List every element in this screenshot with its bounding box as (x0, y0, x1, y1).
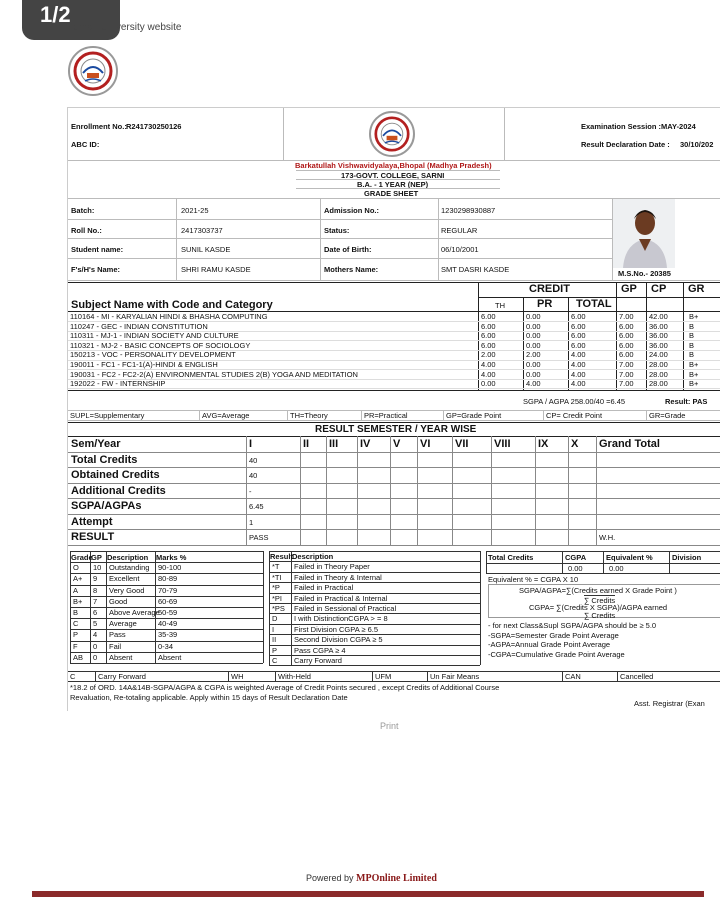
subject-gp: 6.00 (619, 321, 634, 331)
grade-legend-cell: 60-69 (158, 596, 178, 606)
result-legend-table (269, 551, 480, 666)
grade-legend-cell: 0-34 (158, 641, 174, 651)
subject-gr: B+ (689, 360, 699, 369)
university-website-link[interactable]: University website (100, 22, 182, 33)
mponline-logo: MPOnline Limited (356, 873, 437, 884)
subject-gr: B (689, 331, 695, 341)
grade-legend-header: Grade (71, 553, 93, 562)
grade-legend-cell: 35-39 (158, 630, 178, 640)
grade-legend-cell: 5 (93, 619, 98, 629)
exam-session-value: MAY-2024 (661, 122, 696, 131)
subject-total: 6.00 (571, 340, 586, 350)
subject-total: 4.00 (571, 369, 586, 379)
result-legend-cell: First Division CGPA ≥ 6.5 (294, 624, 378, 634)
subject-th: 4.00 (481, 360, 496, 369)
subject-pr: 0.00 (526, 360, 541, 369)
grade-legend-cell: Excellent (109, 574, 140, 584)
result-text: Result: PAS (665, 397, 708, 406)
semwise-value-i: 40 (249, 471, 258, 480)
grade-legend-header: GP (91, 553, 102, 562)
subject-th: 6.00 (481, 321, 496, 331)
grade-legend-cell: Average (109, 619, 137, 629)
grade-legend-cell: 4 (93, 630, 98, 640)
equiv-formula: Equivalent % = CGPA X 10 (488, 575, 579, 584)
powered-by-label: Powered by (306, 873, 354, 883)
subject-cp: 28.00 (649, 360, 668, 369)
subject-gr: B+ (689, 379, 699, 389)
code-item: C (70, 672, 76, 681)
summary-equiv-header: Equivalent % (606, 553, 653, 562)
father-value: SHRI RAMU KASDE (181, 265, 251, 274)
semwise-col-header: II (303, 438, 310, 450)
grade-legend-cell: 80-89 (158, 574, 178, 584)
subject-gr: B (689, 321, 695, 331)
semwise-row-label: Obtained Credits (71, 469, 160, 481)
powered-by (306, 873, 437, 884)
subject-name: 190011 - FC1 - FC1-1(A)-HINDI & ENGLISH (70, 360, 218, 369)
sgpa-formula-top: SGPA/AGPA=∑(Credits earned X Grade Point ) (519, 586, 677, 595)
subject-name: 150213 - VOC - PERSONALITY DEVELOPMENT (70, 350, 236, 360)
grade-legend-cell: 70-79 (158, 585, 178, 595)
result-legend-cell: Failed in Sessional of Practical (294, 604, 397, 613)
university-logo-icon (68, 46, 118, 96)
semwise-value-i: - (249, 486, 252, 496)
subject-cp: 36.00 (649, 340, 668, 350)
subject-pr: 4.00 (526, 379, 541, 389)
grade-legend-cell: Absent (158, 652, 182, 662)
grade-legend-cell: 0 (93, 652, 98, 662)
msno-value: M.S.No.- 20385 (618, 269, 671, 278)
footer-bar (32, 891, 704, 897)
subject-gp: 6.00 (619, 350, 634, 360)
result-legend-cell: Failed in Theory & Internal (294, 572, 382, 582)
code-item: Carry Forward (98, 672, 146, 681)
subject-pr: 0.00 (526, 340, 541, 350)
abc-id-label: ABC ID: (71, 140, 100, 149)
cp-header: CP (651, 283, 667, 295)
total-header: TOTAL (576, 298, 612, 310)
university-name: Barkatullah Vishwavidyalaya,Bhopal (Madhya Pradesh) (295, 161, 492, 170)
semwise-row-label: Attempt (71, 515, 113, 528)
result-decl-value: 30/10/202 (680, 140, 714, 149)
grade-legend-cell: C (73, 619, 79, 629)
result-legend-cell: *T (272, 562, 280, 572)
grade-legend-header: Marks % (156, 553, 187, 562)
link-separator: | (95, 22, 99, 33)
top-links (66, 22, 181, 33)
grade-legend-cell: B+ (73, 596, 83, 606)
subject-cp: 42.00 (649, 312, 668, 321)
semwise-value-i: 1 (249, 517, 254, 527)
abbrev-item: PR=Practical (364, 411, 408, 420)
result-legend-cell: Pass CGPA ≥ 4 (294, 645, 346, 655)
semwise-value-i: 40 (249, 455, 258, 465)
grade-legend-cell: 10 (93, 563, 102, 573)
grade-legend-cell: 40-49 (158, 619, 178, 629)
home-link[interactable]: Home (66, 22, 93, 33)
codes-row (68, 672, 720, 681)
subject-pr: 0.00 (526, 331, 541, 341)
dob-label: Date of Birth: (324, 245, 372, 254)
summary-equiv-value: 0.00 (609, 564, 624, 573)
batch-label: Batch: (71, 206, 95, 215)
semwise-value-i: PASS (249, 533, 269, 542)
abbrev-item: GR=Grade (649, 411, 686, 420)
subject-total: 4.00 (571, 350, 586, 360)
result-legend-cell: C (272, 656, 278, 665)
grade-legend-cell: A (73, 585, 79, 595)
subject-total: 4.00 (571, 360, 586, 369)
subject-name: 110247 - GEC - INDIAN CONSTITUTION (70, 321, 208, 331)
student-photo (613, 199, 675, 268)
grade-legend-cell: A+ (73, 574, 83, 584)
subject-cp: 24.00 (649, 350, 668, 360)
subject-cp: 36.00 (649, 331, 668, 341)
semwise-col-header: III (329, 438, 339, 450)
summary-note: -SGPA=Semester Grade Point Average (488, 630, 619, 640)
summary-note: -CGPA=Cumulative Grade Point Average (488, 649, 625, 659)
semwise-value-i: 6.45 (249, 502, 264, 511)
result-legend-cell: I (272, 624, 275, 634)
subject-th: 6.00 (481, 312, 496, 321)
subject-gp: 7.00 (619, 369, 634, 379)
registrar-signature: Asst. Registrar (Exan (634, 699, 705, 708)
summary-division-header: Division (672, 553, 702, 562)
footnote-2: Revaluation, Re-totaling applicable. Apply within 15 days of Result Declaration Date (70, 693, 348, 702)
subject-gr: B+ (689, 312, 699, 321)
result-legend-cell: Failed in Theory Paper (294, 562, 370, 572)
subject-pr: 2.00 (526, 350, 541, 360)
result-legend-cell: Failed in Practical & Internal (294, 593, 388, 603)
mother-value: SMT DASRI KASDE (441, 265, 510, 274)
enrollment-label: Enrollment No.: (71, 122, 127, 131)
course-name: B.A. - 1 YEAR (NEP) (357, 180, 429, 189)
abbrev-item: AVG=Average (202, 411, 250, 420)
admission-label: Admission No.: (324, 206, 380, 215)
result-decl-label: Result Declaration Date : (581, 140, 670, 149)
page-indicator: 1/2 (22, 0, 120, 40)
code-item: WH (231, 672, 244, 681)
subject-gp: 6.00 (619, 340, 634, 350)
batch-value: 2021-25 (181, 206, 209, 215)
code-item: Un Fair Means (430, 672, 480, 681)
summary-note: -AGPA=Annual Grade Point Average (488, 640, 611, 649)
semwise-col-header: IV (360, 438, 371, 450)
th-header: TH (495, 301, 505, 310)
subject-cp: 36.00 (649, 321, 668, 331)
grade-sheet (67, 107, 720, 711)
semwise-value-x: W.H. (599, 533, 616, 542)
print-button[interactable]: Print (380, 721, 399, 731)
code-item: Cancelled (620, 672, 654, 681)
subject-th: 6.00 (481, 340, 496, 350)
grade-legend-cell: Pass (109, 630, 126, 640)
mother-label: Mothers Name: (324, 265, 379, 274)
grade-legend-cell: AB (73, 652, 84, 662)
code-item: With-Held (278, 672, 311, 681)
sgpa-text: SGPA / AGPA 258.00/40 =6.45 (523, 397, 626, 406)
subject-name: 110311 - MJ-1 - INDIAN SOCIETY AND CULTURE (70, 331, 239, 341)
cgpa-formula-top: CGPA= ∑(Credits X SGPA)/AGPA earned (529, 603, 668, 612)
subject-gp: 6.00 (619, 331, 634, 341)
result-legend-cell: *PS (272, 604, 285, 613)
semwise-col-header: Grand Total (599, 438, 660, 450)
result-legend-cell: II (272, 635, 277, 645)
abbrev-item: CP= Credit Point (546, 411, 603, 420)
subject-name: 110164 - MI - KARYALIAN HINDI & BHASHA COMPUTING (70, 312, 268, 321)
subject-th: 2.00 (481, 350, 496, 360)
abbrev-item: GP=Grade Point (446, 411, 502, 420)
subject-gr: B+ (689, 369, 699, 379)
result-legend-header: Result (270, 552, 293, 561)
grade-legend-cell: Good (109, 596, 128, 606)
subject-pr: 0.00 (526, 369, 541, 379)
semwise-col-header: IX (538, 438, 549, 450)
code-item: CAN (565, 672, 581, 681)
college-name: 173-GOVT. COLLEGE, SARNI (341, 171, 445, 180)
pr-header: PR (537, 298, 553, 310)
result-legend-header: Description (292, 552, 334, 561)
abbreviation-row (68, 411, 720, 420)
gp-header: GP (621, 283, 637, 295)
credit-header: CREDIT (529, 283, 570, 295)
status-label: Status: (324, 226, 350, 235)
subject-pr: 0.00 (526, 312, 541, 321)
semwise-col-header: VII (455, 438, 469, 450)
semwise-row-label: SGPA/AGPAs (71, 500, 142, 512)
formula-box (488, 584, 720, 618)
summary-total-credits-header: Total Credits (488, 553, 534, 562)
sgpa-formula-bottom: ∑ Credits (584, 596, 616, 605)
result-legend-cell: D (272, 614, 278, 624)
result-legend-cell: *P (272, 583, 280, 593)
result-legend-cell: I with DistinctionCGPA > = 8 (294, 614, 388, 624)
exam-session-label: Examination Session : (581, 122, 662, 131)
semwise-col-header: I (249, 438, 253, 450)
subject-total: 6.00 (571, 312, 586, 321)
admission-value: 1230298930887 (441, 206, 496, 215)
abbrev-item: TH=Theory (290, 411, 328, 420)
subject-gp: 7.00 (619, 360, 634, 369)
subject-gp: 7.00 (619, 379, 634, 389)
grade-legend-cell: O (73, 563, 79, 573)
grade-legend-cell: B (73, 608, 79, 617)
subject-cp: 28.00 (649, 379, 668, 389)
subject-th: 4.00 (481, 369, 496, 379)
subject-gr: B (689, 350, 695, 360)
grade-legend-cell: 0 (93, 641, 98, 651)
subject-gr: B (689, 340, 695, 350)
summary-note: - for next Class&Supl SGPA/AGPA should be ≥ 5.0 (488, 621, 657, 630)
subject-th: 6.00 (481, 331, 496, 341)
subject-pr: 0.00 (526, 321, 541, 331)
semwise-title: RESULT SEMESTER / YEAR WISE (315, 424, 477, 435)
cgpa-formula-bottom: ∑ Credits (584, 611, 616, 620)
grade-legend-cell: 8 (93, 585, 98, 595)
summary-block (486, 551, 720, 666)
status-value: REGULAR (441, 226, 478, 235)
grade-legend-cell: Absent (109, 652, 133, 662)
grade-legend-cell: Very Good (109, 585, 145, 595)
summary-cgpa-value: 0.00 (568, 564, 583, 573)
subject-gp: 7.00 (619, 312, 634, 321)
grade-legend-table (70, 551, 263, 666)
code-item: UFM (375, 672, 392, 681)
result-legend-cell: Carry Forward (294, 656, 342, 665)
semwise-col-header: Sem/Year (71, 438, 121, 450)
subject-th: 0.00 (481, 379, 496, 389)
result-legend-cell: P (272, 645, 278, 655)
grade-legend-cell: P (73, 630, 79, 640)
enrollment-value: R241730250126 (126, 122, 182, 131)
semwise-row-label: Additional Credits (71, 484, 166, 497)
subject-cp: 28.00 (649, 369, 668, 379)
footnote-1: *18.2 of ORD. 14A&14B-SGPA/AGPA & CGPA is weighted Average of Credit Points secured , except Credits of Additional Course (70, 683, 500, 692)
result-legend-cell: Second Division CGPA ≥ 5 (294, 635, 383, 645)
grade-legend-cell: 50-59 (158, 608, 178, 617)
semwise-col-header: V (393, 438, 401, 450)
grade-legend-cell: 90-100 (158, 563, 182, 573)
semwise-row-label: RESULT (71, 531, 115, 543)
subject-total: 6.00 (571, 331, 586, 341)
result-legend-cell: *TI (272, 572, 282, 582)
summary-cgpa-header: CGPA (565, 553, 587, 562)
student-name-value: SUNIL KASDE (181, 245, 231, 254)
grade-legend-cell: 6 (93, 608, 98, 617)
grade-legend-cell: 9 (93, 574, 98, 584)
grade-legend-cell: Outstanding (109, 563, 150, 573)
student-name-label: Student name: (71, 245, 124, 254)
subject-name: 192022 - FW - INTERNSHIP (70, 379, 166, 389)
subject-header: Subject Name with Code and Category (71, 299, 273, 311)
grade-legend-cell: Fail (109, 641, 122, 651)
father-label: F's/H's Name: (71, 265, 120, 274)
grade-legend-cell: 7 (93, 596, 98, 606)
subject-name: 190031 - FC2 - FC2-2(A) ENVIRONMENTAL STUDIES 2(B) YOGA AND MEDITATION (70, 369, 358, 379)
roll-label: Roll No.: (71, 226, 102, 235)
semwise-table (68, 436, 720, 546)
semwise-col-header: VIII (494, 438, 511, 450)
abbrev-item: SUPL=Supplementary (70, 411, 145, 420)
semwise-row-label: Total Credits (71, 453, 138, 466)
semwise-col-header: VI (420, 438, 431, 450)
university-seal-icon (369, 111, 415, 157)
subject-name: 110321 - MJ-2 - BASIC CONCEPTS OF SOCIOLOGY (70, 340, 251, 350)
roll-value: 2417303737 (181, 226, 223, 235)
gr-header: GR (688, 283, 705, 295)
subject-total: 4.00 (571, 379, 586, 389)
semwise-col-header: X (571, 438, 579, 450)
sheet-title: GRADE SHEET (364, 189, 419, 198)
subject-total: 6.00 (571, 321, 586, 331)
grade-legend-cell: Above Average (109, 608, 160, 617)
dob-value: 06/10/2001 (441, 245, 479, 254)
grade-legend-cell: F (73, 641, 78, 651)
result-legend-cell: Failed in Practical (294, 583, 354, 593)
grade-legend-header: Description (107, 553, 149, 562)
result-legend-cell: *PI (272, 593, 283, 603)
